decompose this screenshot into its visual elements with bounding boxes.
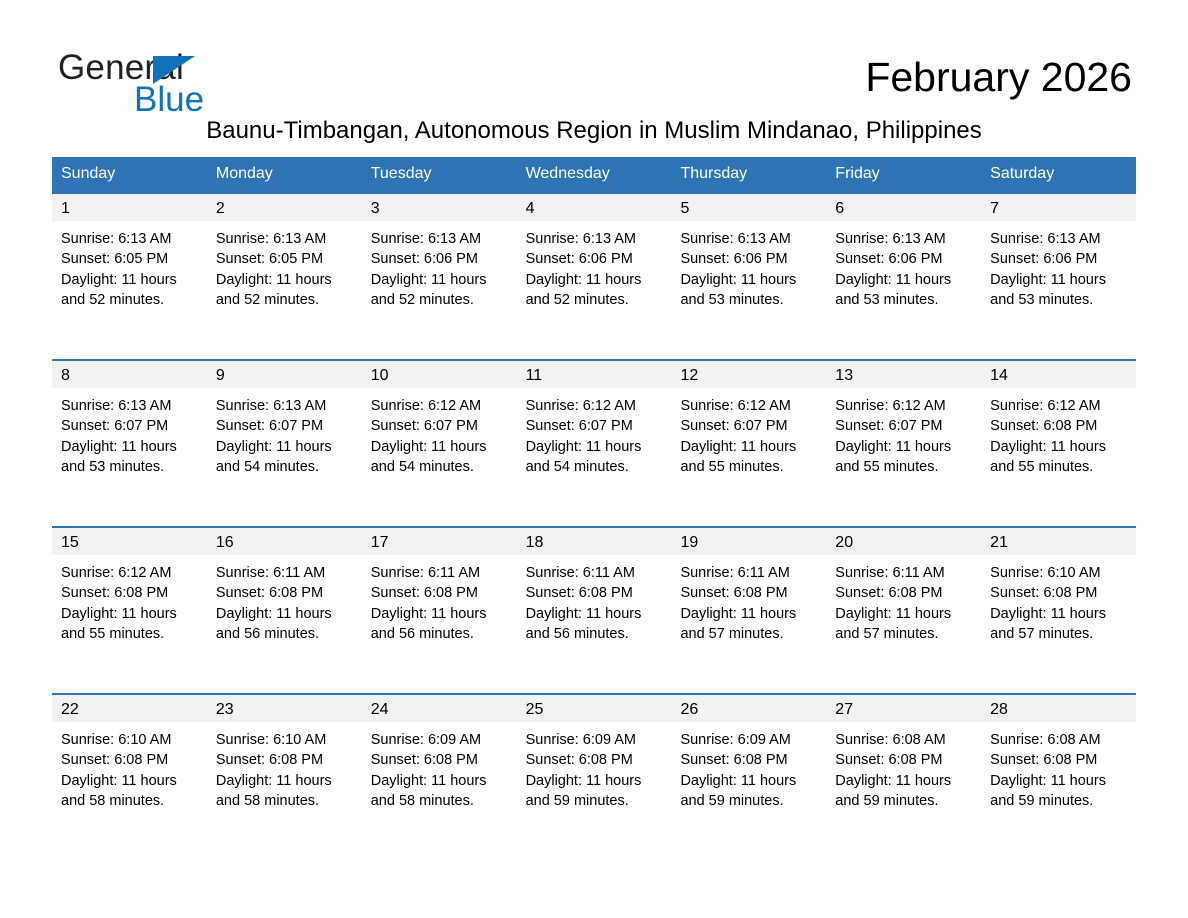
sunset-text: Sunset: 6:07 PM	[525, 418, 633, 435]
sunset-text: Sunset: 6:08 PM	[990, 752, 1098, 769]
logo-text-blue: Blue	[134, 80, 205, 119]
sunrise-text: Sunrise: 6:11 AM	[370, 565, 481, 581]
day-details	[981, 722, 1136, 811]
day-details	[517, 555, 672, 644]
sunset-text: Sunset: 6:08 PM	[835, 752, 943, 769]
day-details	[517, 388, 672, 477]
daylight-text-line2: and 59 minutes.	[525, 792, 629, 809]
daylight-text-line2: and 53 minutes.	[990, 291, 1094, 308]
location-subtitle: Baunu-Timbangan, Autonomous Region in Muslim Mindanao, Philippines	[206, 117, 982, 144]
daylight-text-line1: Daylight: 11 hours	[835, 271, 952, 288]
sunset-text: Sunset: 6:08 PM	[61, 585, 169, 602]
daylight-text-line1: Daylight: 11 hours	[680, 605, 797, 622]
sunset-text: Sunset: 6:08 PM	[990, 418, 1098, 435]
daylight-text-line1: Daylight: 11 hours	[990, 772, 1106, 789]
sunrise-text: Sunrise: 6:12 AM	[525, 398, 636, 414]
day-cell[interactable]	[362, 194, 517, 359]
day-cell[interactable]	[981, 695, 1136, 860]
sunset-text: Sunset: 6:08 PM	[215, 752, 324, 769]
day-cell[interactable]	[207, 695, 362, 860]
sunrise-text: Sunrise: 6:11 AM	[525, 565, 635, 581]
sunrise-text: Sunrise: 6:13 AM	[835, 231, 946, 247]
daylight-text-line2: and 54 minutes.	[370, 458, 474, 475]
sunset-text: Sunset: 6:08 PM	[525, 585, 633, 602]
sunrise-text: Sunrise: 6:13 AM	[370, 231, 482, 247]
day-number: 11	[517, 361, 672, 388]
sunset-text: Sunset: 6:08 PM	[370, 585, 478, 602]
day-number: 3	[362, 194, 517, 221]
sunset-text: Sunset: 6:08 PM	[525, 752, 633, 769]
day-number: 15	[52, 528, 207, 555]
day-details	[826, 722, 981, 811]
daylight-text-line2: and 58 minutes.	[370, 792, 474, 809]
sunrise-text: Sunrise: 6:13 AM	[215, 231, 327, 247]
sunset-text: Sunset: 6:06 PM	[835, 251, 943, 268]
day-number: 1	[52, 194, 207, 221]
sunset-text: Sunset: 6:08 PM	[370, 752, 478, 769]
sunrise-text: Sunrise: 6:11 AM	[835, 565, 945, 581]
day-cell[interactable]	[981, 194, 1136, 359]
day-cell[interactable]	[517, 194, 672, 359]
day-number: 10	[362, 361, 517, 388]
day-number: 5	[671, 194, 826, 221]
sunset-text: Sunset: 6:05 PM	[215, 251, 324, 268]
day-details	[52, 388, 207, 477]
daylight-text-line1: Daylight: 11 hours	[835, 772, 952, 789]
day-number: 25	[517, 695, 672, 722]
daylight-text-line1: Daylight: 11 hours	[61, 772, 177, 789]
day-details	[207, 555, 362, 644]
sunset-text: Sunset: 6:08 PM	[61, 752, 169, 769]
sunrise-text: Sunrise: 6:13 AM	[61, 398, 172, 414]
sunrise-text: Sunrise: 6:12 AM	[370, 398, 482, 414]
day-details	[52, 221, 207, 310]
daylight-text-line1: Daylight: 11 hours	[61, 605, 177, 622]
day-cell[interactable]	[362, 361, 517, 526]
sunset-text: Sunset: 6:06 PM	[680, 251, 788, 268]
daylight-text-line2: and 53 minutes.	[61, 458, 165, 475]
day-cell[interactable]	[826, 194, 981, 359]
day-number: 16	[207, 528, 362, 555]
weekday-header-tuesday: Tuesday	[370, 165, 432, 182]
sunset-text: Sunset: 6:07 PM	[680, 418, 788, 435]
day-number: 17	[362, 528, 517, 555]
calendar-week-row	[52, 526, 1136, 693]
day-details	[52, 555, 207, 644]
sunrise-text: Sunrise: 6:12 AM	[835, 398, 946, 414]
day-details	[671, 722, 826, 811]
daylight-text-line2: and 57 minutes.	[990, 625, 1094, 642]
daylight-text-line1: Daylight: 11 hours	[215, 605, 332, 622]
daylight-text-line2: and 58 minutes.	[61, 792, 165, 809]
daylight-text-line1: Daylight: 11 hours	[370, 438, 487, 455]
day-details	[362, 388, 517, 477]
weekday-header-wednesday: Wednesday	[525, 165, 610, 182]
daylight-text-line1: Daylight: 11 hours	[680, 438, 797, 455]
sunrise-text: Sunrise: 6:12 AM	[990, 398, 1101, 414]
day-details	[826, 555, 981, 644]
daylight-text-line1: Daylight: 11 hours	[61, 271, 177, 288]
day-number: 6	[826, 194, 981, 221]
daylight-text-line1: Daylight: 11 hours	[835, 605, 952, 622]
daylight-text-line2: and 52 minutes.	[61, 291, 165, 308]
sunrise-text: Sunrise: 6:12 AM	[680, 398, 791, 414]
day-cell[interactable]	[826, 361, 981, 526]
day-number: 20	[826, 528, 981, 555]
daylight-text-line1: Daylight: 11 hours	[990, 438, 1106, 455]
daylight-text-line1: Daylight: 11 hours	[370, 271, 487, 288]
sunset-text: Sunset: 6:08 PM	[835, 585, 943, 602]
daylight-text-line1: Daylight: 11 hours	[215, 271, 332, 288]
day-number: 13	[826, 361, 981, 388]
day-number: 21	[981, 528, 1136, 555]
calendar-week-row	[52, 359, 1136, 526]
day-cell[interactable]	[362, 695, 517, 860]
day-number: 4	[517, 194, 672, 221]
daylight-text-line1: Daylight: 11 hours	[61, 438, 177, 455]
day-details	[52, 722, 207, 811]
day-details	[671, 221, 826, 310]
day-number: 22	[52, 695, 207, 722]
day-cell[interactable]	[981, 528, 1136, 693]
day-details	[207, 722, 362, 811]
sunset-text: Sunset: 6:07 PM	[61, 418, 169, 435]
day-cell[interactable]	[826, 695, 981, 860]
sunrise-text: Sunrise: 6:08 AM	[835, 732, 946, 748]
daylight-text-line1: Daylight: 11 hours	[215, 438, 332, 455]
daylight-text-line1: Daylight: 11 hours	[370, 772, 487, 789]
day-cell[interactable]	[671, 194, 826, 359]
daylight-text-line2: and 55 minutes.	[61, 625, 165, 642]
weekday-header-row	[52, 157, 1136, 192]
daylight-text-line1: Daylight: 11 hours	[370, 605, 487, 622]
sunset-text: Sunset: 6:08 PM	[680, 585, 788, 602]
day-cell[interactable]	[671, 361, 826, 526]
sunset-text: Sunset: 6:07 PM	[215, 418, 324, 435]
day-number: 2	[207, 194, 362, 221]
sunset-text: Sunset: 6:06 PM	[990, 251, 1098, 268]
sunset-text: Sunset: 6:08 PM	[215, 585, 324, 602]
day-details	[981, 388, 1136, 477]
daylight-text-line2: and 52 minutes.	[370, 291, 474, 308]
daylight-text-line1: Daylight: 11 hours	[525, 772, 642, 789]
page-header	[0, 0, 1188, 144]
weekday-header-friday: Friday	[835, 165, 880, 182]
day-details	[362, 555, 517, 644]
sunrise-text: Sunrise: 6:13 AM	[215, 398, 327, 414]
day-details	[362, 221, 517, 310]
day-details	[981, 221, 1136, 310]
daylight-text-line2: and 56 minutes.	[525, 625, 629, 642]
daylight-text-line2: and 57 minutes.	[835, 625, 939, 642]
day-number: 7	[981, 194, 1136, 221]
day-details	[517, 722, 672, 811]
generalblue-logo[interactable]	[58, 48, 288, 119]
daylight-text-line2: and 58 minutes.	[215, 792, 320, 809]
day-number: 14	[981, 361, 1136, 388]
daylight-text-line1: Daylight: 11 hours	[525, 438, 642, 455]
day-cell[interactable]	[52, 695, 207, 860]
daylight-text-line1: Daylight: 11 hours	[680, 271, 797, 288]
day-number: 28	[981, 695, 1136, 722]
daylight-text-line2: and 56 minutes.	[370, 625, 474, 642]
weekday-header-thursday: Thursday	[680, 165, 748, 182]
daylight-text-line1: Daylight: 11 hours	[990, 605, 1106, 622]
daylight-text-line2: and 55 minutes.	[835, 458, 939, 475]
sunset-text: Sunset: 6:06 PM	[370, 251, 478, 268]
sunset-text: Sunset: 6:08 PM	[990, 585, 1098, 602]
daylight-text-line1: Daylight: 11 hours	[525, 605, 642, 622]
day-number: 19	[671, 528, 826, 555]
day-cell[interactable]	[207, 361, 362, 526]
daylight-text-line1: Daylight: 11 hours	[835, 438, 952, 455]
day-cell[interactable]	[52, 194, 207, 359]
day-details	[362, 722, 517, 811]
day-number: 8	[52, 361, 207, 388]
day-details	[826, 221, 981, 310]
day-cell[interactable]	[52, 528, 207, 693]
daylight-text-line1: Daylight: 11 hours	[215, 772, 332, 789]
day-details	[671, 555, 826, 644]
daylight-text-line1: Daylight: 11 hours	[680, 772, 797, 789]
daylight-text-line2: and 54 minutes.	[525, 458, 629, 475]
day-cell[interactable]	[981, 361, 1136, 526]
day-details	[671, 388, 826, 477]
daylight-text-line2: and 55 minutes.	[680, 458, 784, 475]
day-cell[interactable]	[517, 361, 672, 526]
sunset-text: Sunset: 6:05 PM	[61, 251, 169, 268]
sunset-text: Sunset: 6:06 PM	[525, 251, 633, 268]
day-details	[981, 555, 1136, 644]
calendar-week-row	[52, 192, 1136, 359]
daylight-text-line2: and 53 minutes.	[680, 291, 784, 308]
day-cell[interactable]	[671, 695, 826, 860]
day-number: 9	[207, 361, 362, 388]
daylight-text-line2: and 56 minutes.	[215, 625, 320, 642]
day-number: 12	[671, 361, 826, 388]
daylight-text-line2: and 59 minutes.	[835, 792, 939, 809]
daylight-text-line2: and 59 minutes.	[990, 792, 1094, 809]
sunrise-text: Sunrise: 6:13 AM	[680, 231, 791, 247]
day-cell[interactable]	[52, 361, 207, 526]
day-number: 24	[362, 695, 517, 722]
sunrise-text: Sunrise: 6:13 AM	[990, 231, 1101, 247]
sunrise-text: Sunrise: 6:11 AM	[680, 565, 790, 581]
sunrise-text: Sunrise: 6:10 AM	[215, 732, 327, 748]
daylight-text-line2: and 59 minutes.	[680, 792, 784, 809]
day-cell[interactable]	[517, 695, 672, 860]
day-details	[826, 388, 981, 477]
daylight-text-line2: and 57 minutes.	[680, 625, 784, 642]
daylight-text-line2: and 55 minutes.	[990, 458, 1094, 475]
daylight-text-line2: and 52 minutes.	[525, 291, 629, 308]
day-details	[207, 221, 362, 310]
sunset-text: Sunset: 6:07 PM	[835, 418, 943, 435]
weekday-header-saturday: Saturday	[990, 165, 1055, 182]
sunrise-text: Sunrise: 6:13 AM	[525, 231, 636, 247]
sunrise-text: Sunrise: 6:10 AM	[990, 565, 1101, 581]
sunrise-text: Sunrise: 6:09 AM	[680, 732, 791, 748]
day-cell[interactable]	[362, 528, 517, 693]
logo-text-general: General	[58, 48, 184, 87]
day-cell[interactable]	[517, 528, 672, 693]
sunrise-text: Sunrise: 6:13 AM	[61, 231, 172, 247]
daylight-text-line2: and 54 minutes.	[215, 458, 320, 475]
sunrise-text: Sunrise: 6:09 AM	[525, 732, 636, 748]
sunset-text: Sunset: 6:07 PM	[370, 418, 478, 435]
page-title: February 2026	[865, 54, 1132, 100]
daylight-text-line2: and 52 minutes.	[215, 291, 320, 308]
day-cell[interactable]	[207, 194, 362, 359]
day-cell[interactable]	[826, 528, 981, 693]
daylight-text-line1: Daylight: 11 hours	[990, 271, 1106, 288]
day-cell[interactable]	[207, 528, 362, 693]
sunrise-text: Sunrise: 6:09 AM	[370, 732, 482, 748]
sunset-text: Sunset: 6:08 PM	[680, 752, 788, 769]
calendar-week-row	[52, 693, 1136, 860]
weekday-header-monday: Monday	[215, 165, 273, 182]
sunrise-text: Sunrise: 6:11 AM	[215, 565, 326, 581]
sunrise-text: Sunrise: 6:08 AM	[990, 732, 1101, 748]
day-number: 27	[826, 695, 981, 722]
daylight-text-line2: and 53 minutes.	[835, 291, 939, 308]
day-number: 26	[671, 695, 826, 722]
day-cell[interactable]	[671, 528, 826, 693]
day-details	[517, 221, 672, 310]
weekday-header-sunday: Sunday	[61, 165, 116, 182]
sunrise-text: Sunrise: 6:12 AM	[61, 565, 172, 581]
day-details	[207, 388, 362, 477]
sunrise-text: Sunrise: 6:10 AM	[61, 732, 172, 748]
calendar-grid	[52, 157, 1136, 860]
day-number: 23	[207, 695, 362, 722]
daylight-text-line1: Daylight: 11 hours	[525, 271, 642, 288]
day-number: 18	[517, 528, 672, 555]
